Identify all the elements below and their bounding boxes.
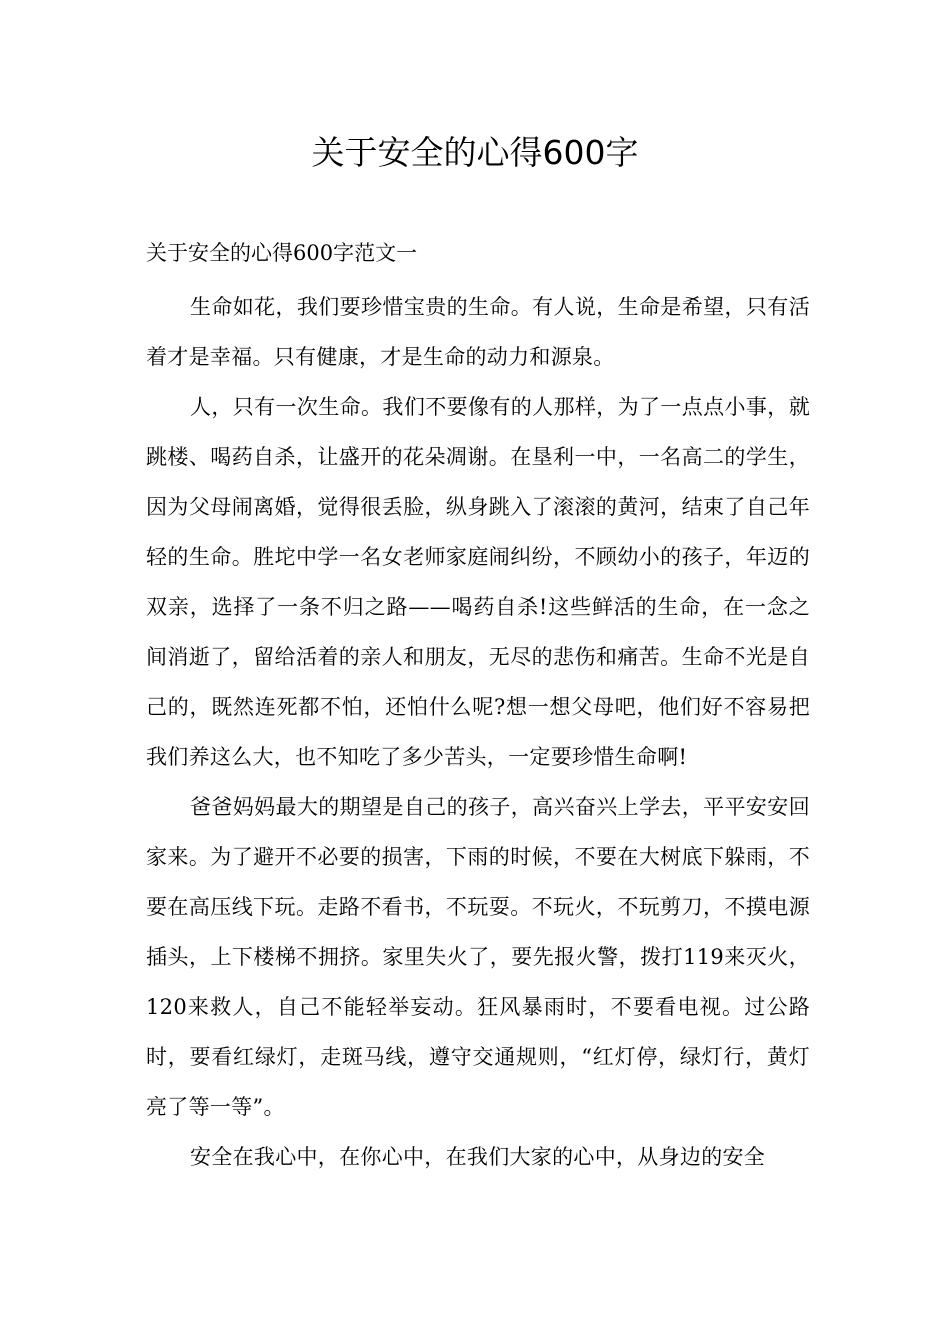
paragraph: 爸爸妈妈最大的期望是自己的孩子，高兴奋兴上学去，平平安安回家来。为了避开不必要的损害，下雨的时候，不要在大树底下躲雨，不要在高压线下玩。走路不看书，不玩耍。不玩火，不玩剪刀，不摸电源插头，上下楼梯不拥挤。家里失火了，要先报火警，拨打119来灭火，120来救人，自己不能轻举妄动。狂风暴雨时，不要看电视。过公路时，要看红绿灯，走斑马线，遵守交通规则，“红灯停，绿灯行，黄灯亮了等一等”。 xyxy=(146,795,810,1119)
paragraph: 生命如花，我们要珍惜宝贵的生命。有人说，生命是希望，只有活着才是幸福。只有健康，才是生命的动力和源泉。 xyxy=(146,295,810,369)
document-body xyxy=(146,282,810,1182)
paragraph: 人，只有一次生命。我们不要像有的人那样，为了一点点小事，就跳楼、喝药自杀，让盛开的花朵凋谢。在垦利一中，一名高二的学生，因为父母闹离婚，觉得很丢脸，纵身跳入了滚滚的黄河，结束了自己年轻的生命。胜坨中学一名女老师家庭闹纠纷，不顾幼小的孩子，年迈的双亲，选择了一条不归之路——喝药自杀!这些鲜活的生命，在一念之间消逝了，留给活着的亲人和朋友，无尽的悲伤和痛苦。生命不光是自己的，既然连死都不怕，还怕什么呢?想一想父母吧，他们好不容易把我们养这么大，也不知吃了多少苦头，一定要珍惜生命啊! xyxy=(146,395,810,769)
document-title: 关于安全的心得600字 xyxy=(311,133,639,172)
document-subtitle: 关于安全的心得600字范文一 xyxy=(146,241,418,265)
paragraph: 安全在我心中，在你心中，在我们大家的心中，从身边的安全 xyxy=(190,1145,766,1169)
